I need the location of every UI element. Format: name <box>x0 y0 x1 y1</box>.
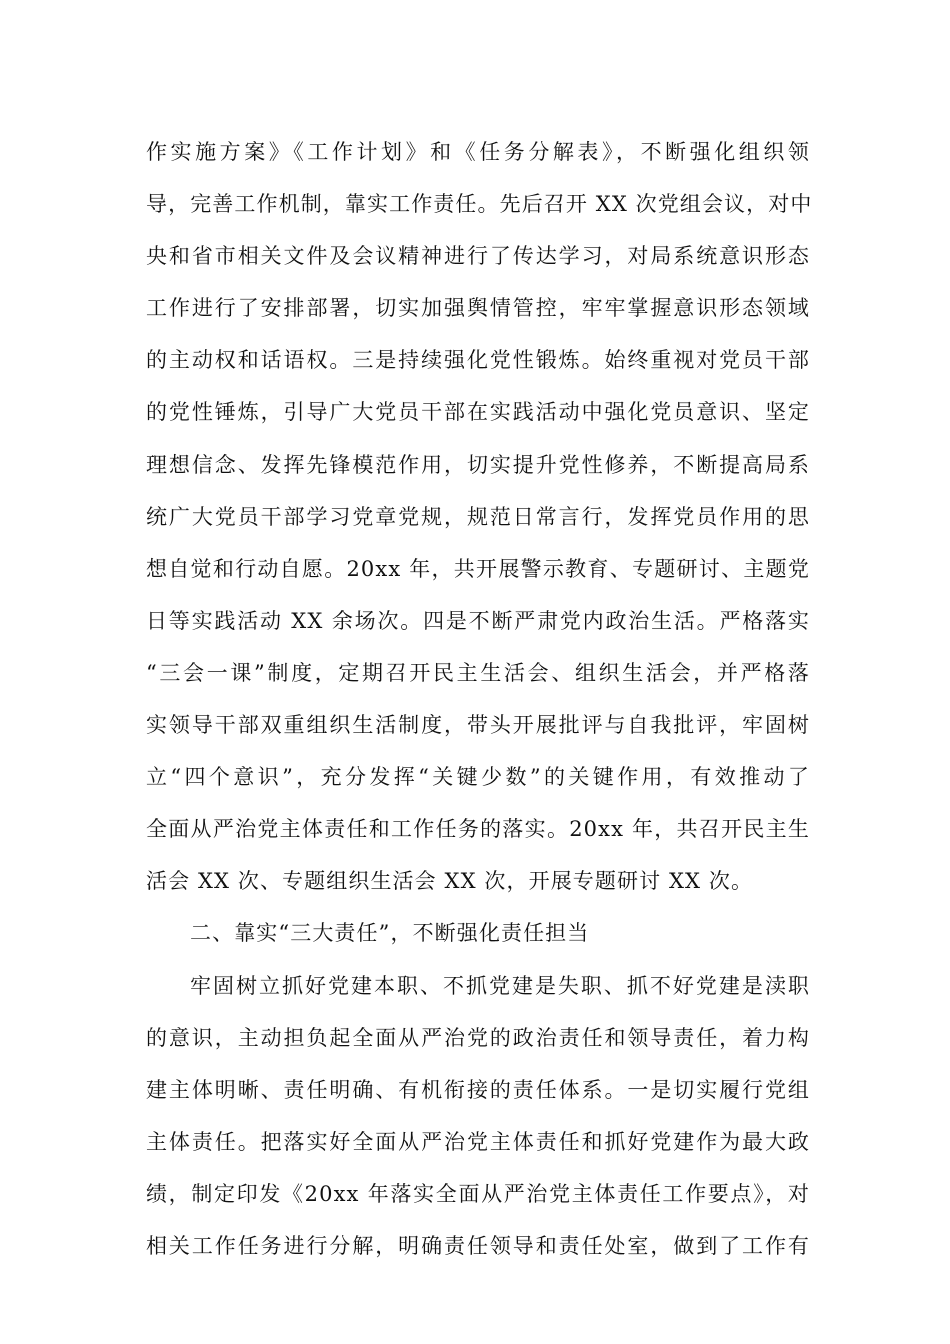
text-line: 绩，制定印发《20xx 年落实全面从严治党主体责任工作要点》，对 <box>146 1181 810 1206</box>
section-heading: 二、靠实“三大责任”，不断强化责任担当 <box>190 921 590 946</box>
text-line: 立“四个意识”，充分发挥“关键少数”的关键作用，有效推动了 <box>146 765 810 790</box>
text-line: 想自觉和行动自愿。20xx 年，共开展警示教育、专题研讨、主题党 <box>146 556 810 581</box>
text-line: 实领导干部双重组织生活制度，带头开展批评与自我批评，牢固树 <box>146 713 810 738</box>
text-line: 活会 XX 次、专题组织生活会 XX 次，开展专题研讨 XX 次。 <box>146 869 754 894</box>
paragraph-continued <box>146 126 813 907</box>
text-line: 的意识，主动担负起全面从严治党的政治责任和领导责任，着力构 <box>146 1025 810 1050</box>
text-line: 相关工作任务进行分解，明确责任领导和责任处室，做到了工作有 <box>146 1233 810 1258</box>
document-body <box>146 126 813 1272</box>
paragraph <box>146 960 810 1273</box>
text-line: 作实施方案》《工作计划》和《任务分解表》，不断强化组织领 <box>146 140 810 164</box>
text-line: 统广大党员干部学习党章党规，规范日常言行，发挥党员作用的思 <box>146 504 810 529</box>
text-line: 建主体明晰、责任明确、有机衔接的责任体系。一是切实履行党组 <box>146 1077 810 1102</box>
text-line: 理想信念、发挥先锋模范作用，切实提升党性修养，不断提高局系 <box>146 452 810 477</box>
text-line: 牢固树立抓好党建本职、不抓党建是失职、抓不好党建是渎职 <box>190 973 810 998</box>
text-line: “三会一课”制度，定期召开民主生活会、组织生活会，并严格落 <box>146 660 810 685</box>
text-line: 工作进行了安排部署，切实加强舆情管控，牢牢掌握意识形态领域 <box>146 296 810 321</box>
text-line: 导，完善工作机制，靠实工作责任。先后召开 XX 次党组会议，对中 <box>146 192 813 217</box>
text-line: 全面从严治党主体责任和工作任务的落实。20xx 年，共召开民主生 <box>146 817 810 842</box>
text-line: 的主动权和话语权。三是持续强化党性锻炼。始终重视对党员干部 <box>146 348 810 373</box>
text-line: 主体责任。把落实好全面从严治党主体责任和抓好党建作为最大政 <box>146 1129 810 1154</box>
text-line: 央和省市相关文件及会议精神进行了传达学习，对局系统意识形态 <box>146 244 810 269</box>
text-line: 的党性锤炼，引导广大党员干部在实践活动中强化党员意识、坚定 <box>146 400 810 425</box>
text-line: 日等实践活动 XX 余场次。四是不断严肃党内政治生活。严格落实 <box>146 608 810 633</box>
